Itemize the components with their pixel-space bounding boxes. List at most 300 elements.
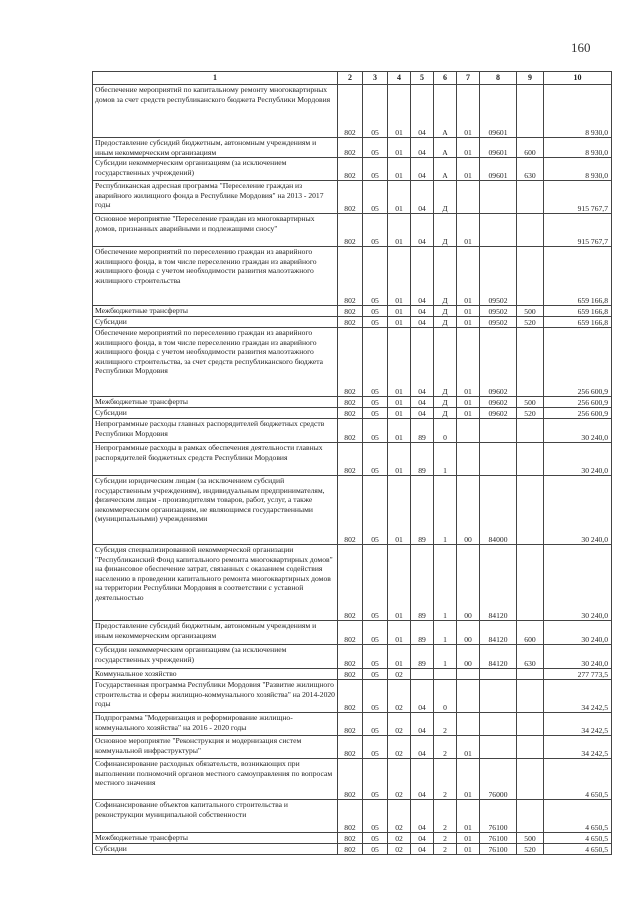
row-amount: 256 600,9	[544, 328, 612, 397]
table-row	[93, 214, 612, 247]
row-code-c6: 2	[434, 844, 457, 855]
row-code-c3: 05	[363, 328, 388, 397]
row-code-c3: 05	[363, 181, 388, 214]
row-code-c2: 802	[338, 545, 363, 621]
row-code-c6: 2	[434, 800, 457, 833]
column-header-2: 2	[338, 72, 363, 85]
row-code-c9	[517, 736, 544, 759]
row-description-text: Межбюджетные трансферты	[95, 833, 188, 842]
row-code-c3: 05	[363, 306, 388, 317]
row-code-c5: 04	[411, 85, 434, 138]
row-code-c4: 01	[388, 138, 411, 158]
row-code-c4: 01	[388, 645, 411, 669]
table-row	[93, 833, 612, 844]
row-code-c9	[517, 247, 544, 306]
row-description-text: Субсидии	[95, 408, 127, 417]
row-code-c7: 01	[457, 800, 480, 833]
row-amount: 915 767,7	[544, 214, 612, 247]
table-row	[93, 247, 612, 306]
row-code-c7: 01	[457, 85, 480, 138]
row-code-c8	[480, 669, 517, 680]
row-amount: 34 242,5	[544, 680, 612, 713]
row-code-c4: 02	[388, 844, 411, 855]
row-code-c7: 01	[457, 408, 480, 419]
row-code-c2: 802	[338, 328, 363, 397]
row-code-c4: 02	[388, 680, 411, 713]
row-code-c5: 89	[411, 419, 434, 443]
row-code-c6: А	[434, 138, 457, 158]
row-code-c4: 01	[388, 476, 411, 545]
row-description	[93, 680, 338, 713]
row-description-text: Обеспечение мероприятий по переселению граждан из аварийного жилищного фонда, в том числе переселению граждан из аварийного жилищного фонда с учетом необходимости развития малоэтажного жилищного строительства, за счет средств республиканского бюджета Республики Мордовия	[95, 328, 324, 375]
row-code-c3: 05	[363, 476, 388, 545]
row-description-text: Субсидии	[95, 317, 127, 326]
table-row	[93, 476, 612, 545]
row-code-c3: 05	[363, 214, 388, 247]
row-code-c7: 01	[457, 247, 480, 306]
row-code-c3: 05	[363, 247, 388, 306]
row-description	[93, 545, 338, 621]
row-description-text: Субсидии юридическим лицам (за исключением субсидий государственным учреждениям), индивидуальным предпринимателям, физическим лицам - производителям товаров, работ, услуг, а также некоммерческим организациям, не являющимся государственными (муниципальными) учреждениями	[95, 476, 325, 523]
row-description-text: Софинансирование объектов капитального строительства и реконструкции муниципальной собственности	[95, 800, 288, 819]
row-code-c8	[480, 181, 517, 214]
row-code-c7: 01	[457, 736, 480, 759]
row-amount: 30 240,0	[544, 645, 612, 669]
row-code-c8	[480, 680, 517, 713]
row-description-text: Основное мероприятие "Переселение граждан из многоквартирных домов, признанных аварийными и подлежащими сносу"	[95, 214, 315, 233]
row-amount: 4 650,5	[544, 759, 612, 800]
row-description	[93, 328, 338, 397]
row-amount: 4 650,5	[544, 833, 612, 844]
row-description	[93, 306, 338, 317]
row-code-c3: 05	[363, 736, 388, 759]
row-code-c6	[434, 669, 457, 680]
table-row	[93, 545, 612, 621]
row-code-c4: 01	[388, 621, 411, 645]
row-code-c7: 01	[457, 138, 480, 158]
row-amount: 659 166,8	[544, 306, 612, 317]
row-code-c6: 0	[434, 419, 457, 443]
row-amount: 659 166,8	[544, 247, 612, 306]
row-description-text: Субсидии некоммерческим организациям (за исключением государственных учреждений)	[95, 645, 287, 664]
row-description	[93, 759, 338, 800]
row-description	[93, 800, 338, 833]
row-code-c2: 802	[338, 85, 363, 138]
row-code-c9: 520	[517, 844, 544, 855]
row-code-c7	[457, 680, 480, 713]
row-code-c2: 802	[338, 158, 363, 181]
row-code-c9: 630	[517, 645, 544, 669]
row-code-c2: 802	[338, 680, 363, 713]
row-code-c7	[457, 713, 480, 736]
row-code-c9	[517, 800, 544, 833]
table-row	[93, 85, 612, 138]
row-amount: 8 930,0	[544, 158, 612, 181]
table-row	[93, 443, 612, 476]
row-code-c8: 76000	[480, 759, 517, 800]
row-code-c8: 76100	[480, 833, 517, 844]
row-code-c6: 1	[434, 476, 457, 545]
row-description	[93, 736, 338, 759]
row-code-c4: 02	[388, 736, 411, 759]
table-row	[93, 736, 612, 759]
row-code-c7: 01	[457, 306, 480, 317]
row-code-c4: 01	[388, 306, 411, 317]
row-code-c9: 500	[517, 306, 544, 317]
row-code-c9	[517, 443, 544, 476]
column-header-6: 6	[434, 72, 457, 85]
row-code-c8: 09502	[480, 317, 517, 328]
row-code-c3: 05	[363, 317, 388, 328]
row-description-text: Предоставление субсидий бюджетным, автономным учреждениям и иным некоммерческим организациям	[95, 138, 317, 157]
row-code-c2: 802	[338, 181, 363, 214]
row-code-c7: 01	[457, 833, 480, 844]
row-code-c6: 1	[434, 545, 457, 621]
row-code-c8: 09502	[480, 306, 517, 317]
row-code-c7	[457, 669, 480, 680]
row-code-c3: 05	[363, 759, 388, 800]
row-code-c7: 01	[457, 317, 480, 328]
row-code-c5: 04	[411, 759, 434, 800]
row-code-c8	[480, 214, 517, 247]
table-row	[93, 408, 612, 419]
row-code-c4: 02	[388, 669, 411, 680]
row-code-c3: 05	[363, 85, 388, 138]
row-code-c6: Д	[434, 247, 457, 306]
row-description-text: Государственная программа Республики Мордовия "Развитие жилищного строительства и сферы жилищно-коммунального хозяйства" на 2014-2020 годы	[95, 680, 335, 708]
row-code-c5: 04	[411, 138, 434, 158]
row-code-c7	[457, 419, 480, 443]
row-code-c9	[517, 328, 544, 397]
row-code-c6: А	[434, 85, 457, 138]
row-description	[93, 844, 338, 855]
row-description	[93, 317, 338, 328]
table-row	[93, 328, 612, 397]
row-code-c4: 01	[388, 247, 411, 306]
row-code-c4: 01	[388, 181, 411, 214]
row-description	[93, 669, 338, 680]
row-code-c5: 89	[411, 621, 434, 645]
row-description-text: Непрограммные расходы в рамках обеспечения деятельности главных распорядителей бюджетных средств Республики Мордовия	[95, 443, 323, 462]
row-code-c6: 2	[434, 759, 457, 800]
row-code-c5: 04	[411, 397, 434, 408]
row-code-c2: 802	[338, 443, 363, 476]
row-code-c5: 04	[411, 800, 434, 833]
row-description-text: Предоставление субсидий бюджетным, автономным учреждениям и иным некоммерческим организациям	[95, 621, 317, 640]
row-amount: 30 240,0	[544, 476, 612, 545]
row-code-c7: 01	[457, 397, 480, 408]
row-code-c8: 76100	[480, 844, 517, 855]
row-code-c9: 600	[517, 621, 544, 645]
row-code-c5: 04	[411, 328, 434, 397]
row-code-c7: 00	[457, 476, 480, 545]
row-code-c3: 05	[363, 419, 388, 443]
row-code-c2: 802	[338, 138, 363, 158]
table-row	[93, 800, 612, 833]
row-code-c5: 04	[411, 181, 434, 214]
row-code-c2: 802	[338, 397, 363, 408]
row-code-c6: Д	[434, 328, 457, 397]
row-code-c2: 802	[338, 408, 363, 419]
row-code-c2: 802	[338, 844, 363, 855]
row-code-c9	[517, 181, 544, 214]
column-header-9: 9	[517, 72, 544, 85]
row-code-c5: 04	[411, 408, 434, 419]
row-code-c9	[517, 680, 544, 713]
row-code-c4: 01	[388, 85, 411, 138]
row-code-c8: 09502	[480, 247, 517, 306]
row-code-c2: 802	[338, 247, 363, 306]
row-code-c3: 05	[363, 669, 388, 680]
column-header-4: 4	[388, 72, 411, 85]
table-row	[93, 397, 612, 408]
row-description	[93, 645, 338, 669]
column-header-8: 8	[480, 72, 517, 85]
row-code-c3: 05	[363, 713, 388, 736]
row-code-c2: 802	[338, 476, 363, 545]
row-code-c8: 76100	[480, 800, 517, 833]
row-code-c3: 05	[363, 545, 388, 621]
row-code-c4: 02	[388, 833, 411, 844]
row-code-c6: 2	[434, 736, 457, 759]
row-code-c9: 500	[517, 833, 544, 844]
row-code-c3: 05	[363, 158, 388, 181]
row-code-c6: 1	[434, 443, 457, 476]
row-code-c6: 0	[434, 680, 457, 713]
table-row	[93, 645, 612, 669]
row-code-c4: 02	[388, 800, 411, 833]
row-code-c4: 02	[388, 759, 411, 800]
row-code-c5: 04	[411, 680, 434, 713]
row-description	[93, 408, 338, 419]
table-row	[93, 181, 612, 214]
row-amount: 8 930,0	[544, 85, 612, 138]
column-header-5: 5	[411, 72, 434, 85]
row-code-c3: 05	[363, 621, 388, 645]
row-description	[93, 181, 338, 214]
row-description-text: Межбюджетные трансферты	[95, 397, 188, 406]
row-code-c6: А	[434, 158, 457, 181]
row-code-c8: 09601	[480, 85, 517, 138]
row-amount: 30 240,0	[544, 621, 612, 645]
row-code-c6: 2	[434, 833, 457, 844]
row-code-c4: 01	[388, 328, 411, 397]
row-code-c7: 01	[457, 328, 480, 397]
row-code-c2: 802	[338, 713, 363, 736]
row-description-text: Обеспечение мероприятий по переселению граждан из аварийного жилищного фонда, в том числе переселению граждан из аварийного жилищного фонда с учетом необходимости развития малоэтажного жилищного строительства	[95, 247, 317, 285]
row-code-c9: 500	[517, 397, 544, 408]
row-code-c3: 05	[363, 844, 388, 855]
row-code-c5: 04	[411, 833, 434, 844]
row-code-c5: 04	[411, 844, 434, 855]
row-code-c2: 802	[338, 736, 363, 759]
row-code-c4: 01	[388, 158, 411, 181]
row-code-c6: 2	[434, 713, 457, 736]
row-description	[93, 476, 338, 545]
row-code-c7: 01	[457, 759, 480, 800]
row-description	[93, 138, 338, 158]
row-description	[93, 85, 338, 138]
row-amount: 256 600,9	[544, 397, 612, 408]
table-row	[93, 419, 612, 443]
row-description	[93, 158, 338, 181]
row-amount: 34 242,5	[544, 736, 612, 759]
row-code-c5: 04	[411, 158, 434, 181]
row-description	[93, 419, 338, 443]
row-code-c2: 802	[338, 833, 363, 844]
row-code-c6: Д	[434, 408, 457, 419]
row-description	[93, 713, 338, 736]
column-header-3: 3	[363, 72, 388, 85]
row-description-text: Обеспечение мероприятий по капитальному ремонту многоквартирных домов за счет средств республиканского бюджета Республики Мордовия	[95, 85, 331, 104]
row-code-c8: 09602	[480, 328, 517, 397]
table-row	[93, 680, 612, 713]
row-code-c2: 802	[338, 317, 363, 328]
row-code-c5: 04	[411, 736, 434, 759]
table-row	[93, 669, 612, 680]
row-code-c9	[517, 545, 544, 621]
row-code-c9	[517, 85, 544, 138]
column-header-1: 1	[93, 72, 338, 85]
row-code-c9	[517, 713, 544, 736]
row-code-c8: 09602	[480, 397, 517, 408]
row-code-c2: 802	[338, 645, 363, 669]
row-code-c9	[517, 669, 544, 680]
row-code-c4: 01	[388, 317, 411, 328]
row-code-c9: 600	[517, 138, 544, 158]
row-code-c3: 05	[363, 680, 388, 713]
row-code-c8: 84120	[480, 621, 517, 645]
row-description-text: Субсидии некоммерческим организациям (за исключением государственных учреждений)	[95, 158, 287, 177]
row-code-c4: 01	[388, 443, 411, 476]
row-code-c7: 01	[457, 214, 480, 247]
row-code-c4: 02	[388, 713, 411, 736]
row-code-c9	[517, 214, 544, 247]
row-code-c2: 802	[338, 800, 363, 833]
row-code-c2: 802	[338, 759, 363, 800]
row-code-c3: 05	[363, 800, 388, 833]
row-code-c9	[517, 419, 544, 443]
table-body	[93, 85, 612, 855]
row-amount: 30 240,0	[544, 545, 612, 621]
row-code-c2: 802	[338, 419, 363, 443]
row-code-c8: 09602	[480, 408, 517, 419]
row-code-c2: 802	[338, 669, 363, 680]
column-header-7: 7	[457, 72, 480, 85]
row-code-c3: 05	[363, 138, 388, 158]
row-code-c3: 05	[363, 397, 388, 408]
row-amount: 256 600,9	[544, 408, 612, 419]
row-description-text: Коммунальное хозяйство	[95, 669, 177, 678]
table-row	[93, 317, 612, 328]
row-code-c8: 84000	[480, 476, 517, 545]
row-code-c6: 1	[434, 645, 457, 669]
table-row	[93, 158, 612, 181]
row-description-text: Основное мероприятие "Реконструкция и модернизация систем коммунальной инфраструктуры"	[95, 736, 302, 755]
row-code-c8	[480, 443, 517, 476]
row-description-text: Республиканская адресная программа "Переселение граждан из аварийного жилищного фонда в Республике Мордовия" на 2013 - 2017 годы	[95, 181, 324, 209]
row-description-text: Субсидии	[95, 844, 127, 853]
row-code-c7: 01	[457, 158, 480, 181]
row-code-c4: 01	[388, 214, 411, 247]
row-description	[93, 214, 338, 247]
row-code-c8	[480, 419, 517, 443]
row-code-c2: 802	[338, 306, 363, 317]
row-code-c9: 520	[517, 317, 544, 328]
row-code-c4: 01	[388, 397, 411, 408]
row-amount: 915 767,7	[544, 181, 612, 214]
row-code-c8: 09601	[480, 158, 517, 181]
row-code-c5: 04	[411, 306, 434, 317]
row-code-c9: 630	[517, 158, 544, 181]
row-description-text: Субсидия специализированной некоммерческой организации "Республиканский Фонд капитального ремонта многоквартирных домов" на финансовое обеспечение затрат, связанных с оказанием содействия населению в проведении капитального ремонта многоквартирных домов на территории Республики Мордовия в соответствии с уставной деятельностью	[95, 545, 333, 602]
row-code-c2: 802	[338, 214, 363, 247]
row-code-c8: 84120	[480, 545, 517, 621]
row-code-c6: Д	[434, 397, 457, 408]
row-code-c2: 802	[338, 621, 363, 645]
row-code-c5: 89	[411, 443, 434, 476]
row-code-c7: 00	[457, 645, 480, 669]
row-amount: 659 166,8	[544, 317, 612, 328]
row-description-text: Межбюджетные трансферты	[95, 306, 188, 315]
row-code-c5	[411, 669, 434, 680]
row-amount: 30 240,0	[544, 443, 612, 476]
row-description	[93, 443, 338, 476]
table-row	[93, 621, 612, 645]
row-code-c3: 05	[363, 408, 388, 419]
row-code-c5: 04	[411, 247, 434, 306]
column-header-10: 10	[544, 72, 612, 85]
row-code-c8: 84120	[480, 645, 517, 669]
table-row	[93, 713, 612, 736]
row-amount: 277 773,5	[544, 669, 612, 680]
row-description	[93, 397, 338, 408]
table-row	[93, 844, 612, 855]
row-code-c7: 01	[457, 844, 480, 855]
row-code-c4: 01	[388, 545, 411, 621]
row-code-c6: Д	[434, 214, 457, 247]
row-description	[93, 247, 338, 306]
row-code-c6: Д	[434, 317, 457, 328]
header-row	[93, 72, 612, 85]
row-code-c5: 04	[411, 317, 434, 328]
row-amount: 4 650,5	[544, 800, 612, 833]
row-code-c5: 89	[411, 476, 434, 545]
row-code-c5: 89	[411, 545, 434, 621]
row-description-text: Подпрограмма "Модернизация и реформирование жилищно-коммунального хозяйства" на 2016 - 2020 годы	[95, 713, 293, 732]
table-row	[93, 138, 612, 158]
row-code-c6: Д	[434, 306, 457, 317]
row-code-c8	[480, 736, 517, 759]
row-code-c7: 00	[457, 545, 480, 621]
row-code-c5: 89	[411, 645, 434, 669]
table-row	[93, 306, 612, 317]
row-amount: 8 930,0	[544, 138, 612, 158]
row-code-c5: 04	[411, 214, 434, 247]
row-code-c8	[480, 713, 517, 736]
row-amount: 4 650,5	[544, 844, 612, 855]
row-code-c9	[517, 759, 544, 800]
row-code-c9: 520	[517, 408, 544, 419]
row-code-c7: 00	[457, 621, 480, 645]
row-amount: 30 240,0	[544, 419, 612, 443]
page-number: 160	[571, 40, 591, 55]
table-row	[93, 759, 612, 800]
row-code-c6: Д	[434, 181, 457, 214]
row-description-text: Софинансирование расходных обязательств, возникающих при выполнении полномочий органов местного самоуправления по вопросам местного значения	[95, 759, 333, 787]
budget-table	[92, 71, 612, 855]
row-code-c3: 05	[363, 645, 388, 669]
